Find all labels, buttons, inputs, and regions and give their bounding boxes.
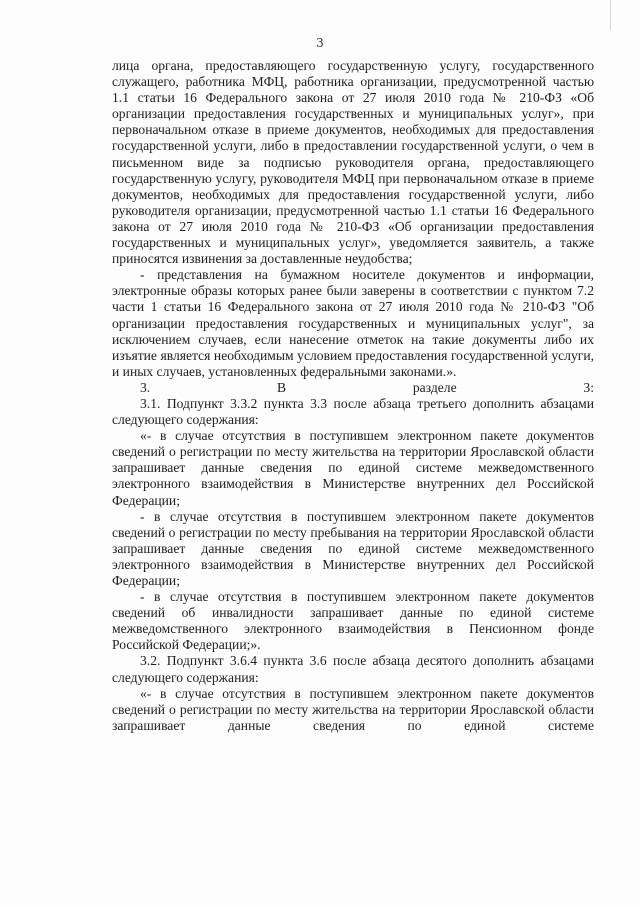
paragraph-residence-registration: «- в случае отсутствия в поступившем электронном пакете документов сведений о регистрации по месту жительства на территории Ярославской области запрашивает данные сведения по единой системе межведомственного электронного взаимодействия в Министерстве внутренних дел Российской Федерации; (112, 428, 594, 508)
paragraph-official-liability: лица органа, предоставляющего государственную услугу, государственного служащего, работника МФЦ, работника организации, предусмотренной частью 1.1 статьи 16 Федерального закона от 27 июля 2010 года № 210-ФЗ «Об организации предоставления государственных и муниципальных услуг», при первоначальном отказе в приеме документов, необходимых для предоставления государственной услуги, либо в предоставлении государственной услуги, о чем в письменном виде за подписью руководителя органа, предоставляющего государственную услугу, руководителя МФЦ при первоначальном отказе в приеме документов, необходимых для предоставления государственной услуги, либо руководителя организации, предусмотренной частью 1.1 статьи 16 Федерального закона от 27 июля 2010 года № 210-ФЗ «Об организации предоставления государственных и муниципальных услуг», уведомляется заявитель, а также приносятся извинения за доставленные неудобства; (112, 58, 594, 267)
paragraph-stay-registration: - в случае отсутствия в поступившем электронном пакете документов сведений о регистрации по месту пребывания на территории Ярославской области запрашивает данные сведения по единой системе межведомственного электронного взаимодействия в Министерстве внутренних дел Российской Федерации; (112, 508, 594, 588)
paragraph-residence-registration-2: «- в случае отсутствия в поступившем электронном пакете документов сведений о регистрации по месту жительства на территории Ярославской области запрашивает данные сведения по единой системе (112, 685, 594, 733)
paragraph-3-1: 3.1. Подпункт 3.3.2 пункта 3.3 после абзаца третьего дополнить абзацами следующего содержания: (112, 395, 594, 428)
paragraph-paper-documents: - представления на бумажном носителе документов и информации, электронные образы которых ранее были заверены в соответствии с пунктом 7.2 части 1 статьи 16 Федерального закона от 27 июля 2010 года № 210-ФЗ "Об организации предоставления государственных и муниципальных услуг", за исключением случаев, если нанесение отметок на такие документы либо их изъятие является необходимым условием предоставления государственной услуги, и иных случаев, установленных федеральными законами.». (112, 267, 594, 379)
page-number: 3 (316, 36, 324, 50)
paragraph-section-3: 3. В разделе 3: (140, 379, 594, 395)
paragraph-disability: - в случае отсутствия в поступившем электронном пакете документов сведений об инвалидности запрашивает данные по единой системе межведомственного электронного взаимодействия в Пенсионном фонде Российской Федерации;». (112, 589, 594, 653)
scan-edge-line (610, 0, 611, 30)
paragraph-3-2: 3.2. Подпункт 3.6.4 пункта 3.6 после абзаца десятого дополнить абзацами следующего содержания: (112, 653, 594, 685)
document-body (112, 58, 594, 734)
